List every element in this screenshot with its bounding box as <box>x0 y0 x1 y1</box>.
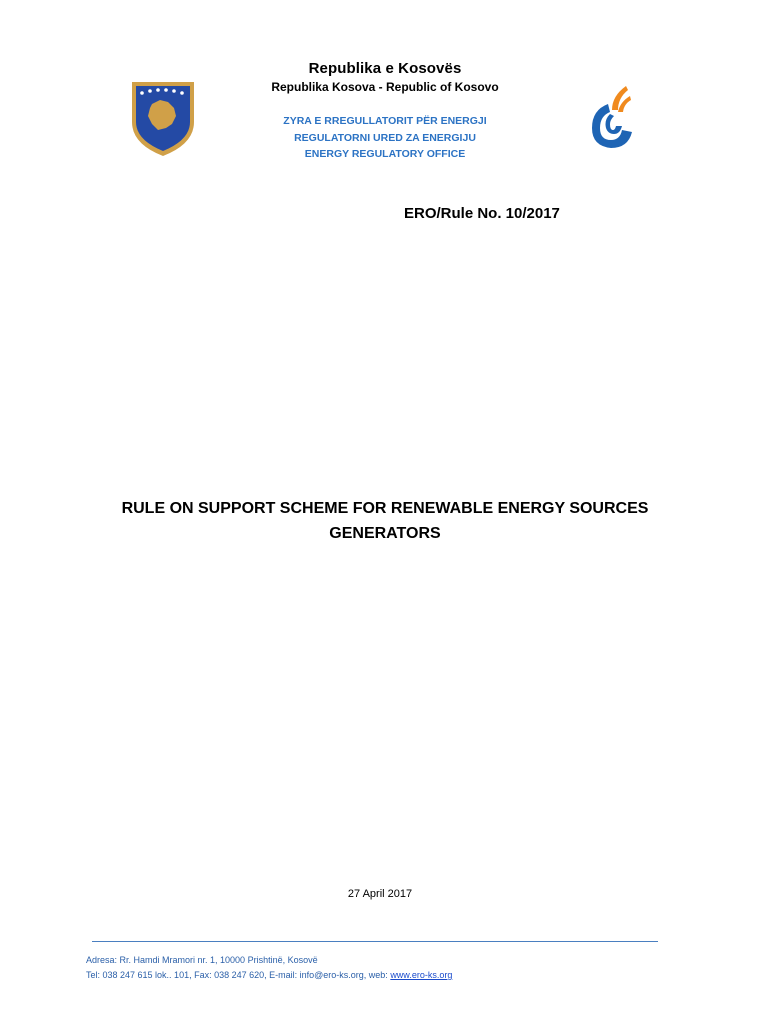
office-name-albanian: ZYRA E RREGULLATORIT PËR ENERGJI <box>283 115 487 127</box>
document-title-line-1: RULE ON SUPPORT SCHEME FOR RENEWABLE ENERGY SOURCES <box>121 500 649 517</box>
footer-divider <box>92 941 658 942</box>
document-title <box>60 496 710 546</box>
office-name-english: ENERGY REGULATORY OFFICE <box>304 148 466 160</box>
kosovo-coat-of-arms-icon <box>128 78 198 158</box>
footer-address: Adresa: Rr. Hamdi Mramori nr. 1, 10000 Prishtinë, Kosovë <box>86 955 318 965</box>
footer-contact <box>86 970 452 980</box>
country-name-albanian: Republika e Kosovës <box>308 60 462 77</box>
footer-website-link[interactable]: www.ero-ks.org <box>390 970 453 980</box>
document-title-line-2: GENERATORS <box>329 525 441 542</box>
rule-number: ERO/Rule No. 10/2017 <box>404 205 560 222</box>
country-name-multilingual: Republika Kosova - Republic of Kosovo <box>271 80 499 94</box>
footer-contact-text: Tel: 038 247 615 lok.. 101, Fax: 038 247 620, E-mail: info@ero-ks.org, web: <box>86 970 391 980</box>
office-name-serbian: REGULATORNI URED ZA ENERGIJU <box>294 132 476 144</box>
document-date: 27 April 2017 <box>347 888 413 900</box>
ero-logo-icon <box>586 82 636 150</box>
